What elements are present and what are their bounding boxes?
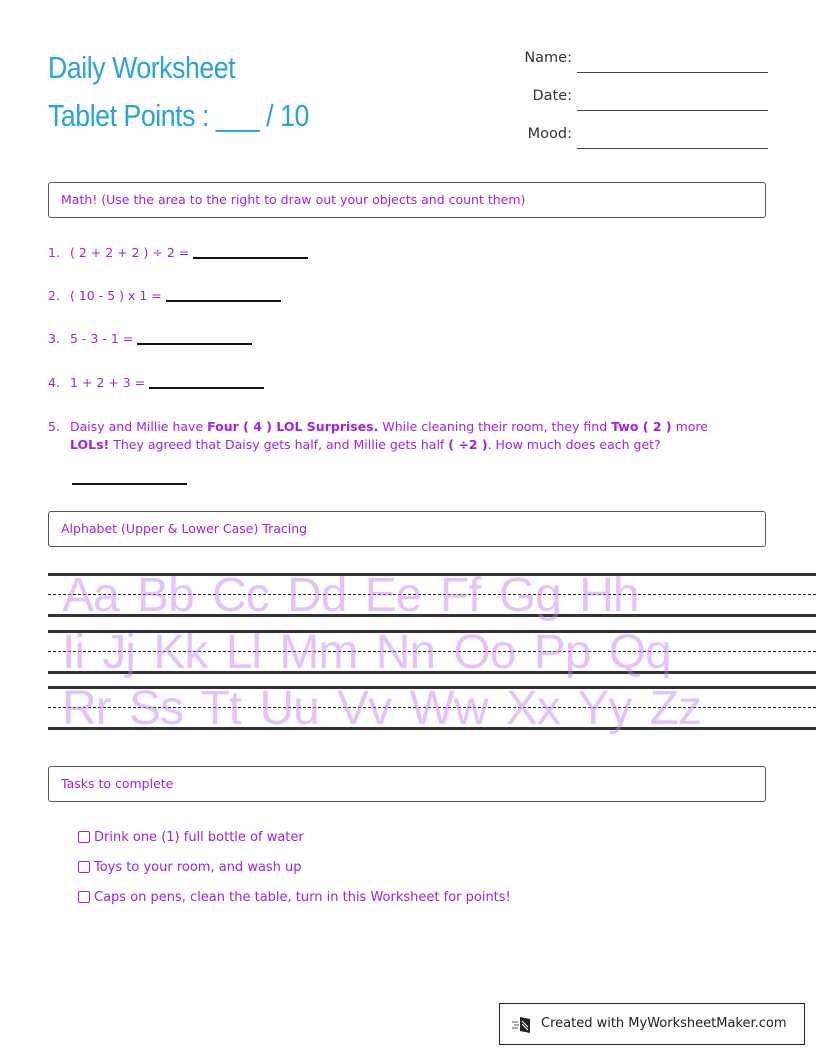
math-question-4: 4. 1 + 2 + 3 = — [48, 375, 264, 390]
worksheet-maker-logo-icon — [512, 1015, 534, 1035]
math-word-problem: 5. Daisy and Millie have Four ( 4 ) LOL Surprises. While cleaning their room, they find Two ( 2 ) more LOLs! They agreed that Daisy gets half, and Millie gets half ( ÷2 ). How much does each get? — [48, 419, 708, 452]
tracing-row-3[interactable] — [48, 682, 816, 735]
tracing-letters: Aa Bb Cc Dd Ee Ff Gg Hh — [62, 569, 639, 622]
tracing-row-1[interactable] — [48, 569, 816, 622]
tracing-letters: Ii Jj Kk Ll Mm Nn Oo Pp Qq — [62, 626, 671, 679]
math-question-2: 2. ( 10 - 5 ) x 1 = — [48, 288, 281, 303]
answer-blank[interactable] — [137, 343, 252, 345]
tracing-letters: Rr Ss Tt Uu Vv Ww Xx Yy Zz — [62, 682, 701, 735]
math-heading: Math! (Use the area to the right to draw out your objects and count them) — [61, 192, 526, 207]
tasks-heading: Tasks to complete — [61, 776, 174, 791]
answer-blank[interactable] — [149, 387, 264, 389]
answer-blank[interactable] — [193, 257, 308, 259]
word-problem-answer-blank[interactable] — [72, 483, 187, 485]
alphabet-section-header — [48, 511, 766, 547]
math-section-header — [48, 182, 766, 218]
worksheet-title: Daily Worksheet — [48, 50, 236, 85]
answer-blank[interactable] — [166, 300, 281, 302]
name-field[interactable] — [500, 50, 768, 80]
tasks-section-header — [48, 766, 766, 802]
task-item[interactable]: Drink one (1) full bottle of water — [78, 830, 304, 845]
task-item[interactable]: Toys to your room, and wash up — [78, 860, 302, 875]
checkbox-icon[interactable] — [78, 861, 90, 873]
mood-input-line[interactable] — [577, 148, 768, 149]
math-question-3: 3. 5 - 3 - 1 = — [48, 331, 252, 346]
checkbox-icon[interactable] — [78, 891, 90, 903]
mood-label: Mood: — [527, 126, 572, 142]
tracing-row-2[interactable] — [48, 626, 816, 679]
name-label: Name: — [524, 50, 572, 66]
task-item[interactable]: Caps on pens, clean the table, turn in this Worksheet for points! — [78, 890, 511, 905]
mood-field[interactable] — [500, 126, 768, 156]
checkbox-icon[interactable] — [78, 831, 90, 843]
created-with-badge[interactable] — [499, 1003, 805, 1045]
name-input-line[interactable] — [577, 72, 768, 73]
tablet-points: Tablet Points : ___ / 10 — [48, 98, 309, 133]
date-input-line[interactable] — [577, 110, 768, 111]
date-label: Date: — [532, 88, 572, 104]
date-field[interactable] — [500, 88, 768, 118]
footer-text: Created with MyWorksheetMaker.com — [541, 1016, 787, 1031]
math-question-1: 1. ( 2 + 2 + 2 ) ÷ 2 = — [48, 245, 308, 260]
alphabet-heading: Alphabet (Upper & Lower Case) Tracing — [61, 521, 308, 536]
